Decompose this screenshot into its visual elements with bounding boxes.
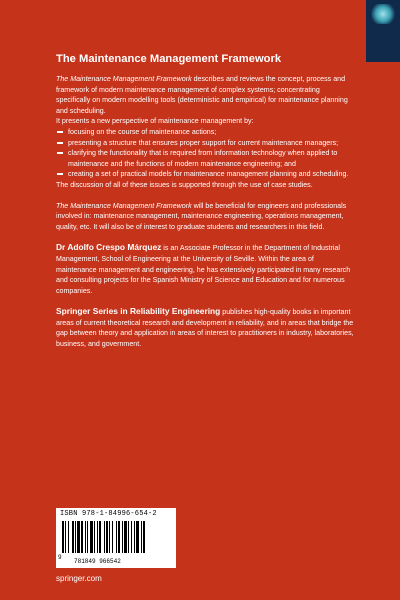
barcode-bar xyxy=(90,521,93,553)
feature-list xyxy=(56,127,356,180)
barcode-bar xyxy=(62,521,64,553)
barcode xyxy=(56,508,176,568)
barcode-bar xyxy=(87,521,88,553)
barcode-bar xyxy=(131,521,132,553)
barcode-digits: 781849 966542 xyxy=(74,558,121,565)
barcode-bar xyxy=(104,521,105,553)
barcode-bar xyxy=(99,521,101,553)
series-name: Springer Series in Reliability Engineering xyxy=(56,306,221,317)
audience-text: will be beneficial for engineers and professionals involved in: maintenance management, maintenance engineering, operations management, quality, etc. It will also be of interest to graduate students and researchers in this field. xyxy=(56,201,347,231)
list-item: presenting a structure that ensures proper support for current maintenance managers; xyxy=(56,138,356,149)
intro-text: describes and reviews the concept, process and framework of modern maintenance management of complex systems; concentrating specifically on modern modelling tools (deterministic and empirical) for maintenance planning and scheduling. xyxy=(56,75,348,115)
perspective-lead: It presents a new perspective of maintenance management by: xyxy=(56,117,254,126)
intro-italic-title: The Maintenance Management Framework xyxy=(56,75,192,83)
series-paragraph xyxy=(56,306,356,349)
intro-paragraph xyxy=(56,74,356,116)
barcode-bar xyxy=(75,521,76,553)
back-cover-text xyxy=(56,52,356,350)
barcode-bar xyxy=(116,521,117,553)
barcode-bar xyxy=(72,521,74,553)
isbn-label: ISBN 978-1-84996-654-2 xyxy=(60,510,157,518)
barcode-bar xyxy=(112,521,113,553)
barcode-bar xyxy=(81,521,83,553)
barcode-lead-digit: 9 xyxy=(58,554,62,561)
barcode-bar xyxy=(65,521,66,553)
barcode-bar xyxy=(106,521,108,553)
barcode-bar xyxy=(136,521,139,553)
spine-graphic xyxy=(370,4,396,24)
barcode-bar xyxy=(143,521,145,553)
barcode-bar xyxy=(128,521,129,553)
barcode-bar xyxy=(118,521,120,553)
barcode-bars xyxy=(60,521,172,555)
barcode-bar xyxy=(97,521,98,553)
barcode-bar xyxy=(94,521,95,553)
book-title: The Maintenance Management Framework xyxy=(56,53,282,65)
barcode-bar xyxy=(109,521,110,553)
list-item: creating a set of practical models for maintenance management planning and scheduling. xyxy=(56,169,356,180)
barcode-bar xyxy=(122,521,123,553)
author-bio: is an Associate Professor in the Department of Industrial Management, School of Engineering at the University of Seville. Within the area of maintenance management and engineering, he has extensively participated in many research and consulting projects for the Spanish Ministry of Science and Education and for numerous companies. xyxy=(56,244,351,295)
author-paragraph xyxy=(56,242,356,296)
discussion-paragraph: The discussion of all of these issues is supported through the use of case studies. xyxy=(56,180,313,189)
barcode-bar xyxy=(141,521,142,553)
series-text: publishes high-quality books in important areas of current theoretical research and development in reliability, and in areas that bridge the gap between theory and application in areas of interest to practitioners in industry, laboratories, business, and government. xyxy=(56,308,354,349)
barcode-bar xyxy=(77,521,80,553)
list-item: clarifying the functionality that is required from information technology when applied to maintenance and the functions of modern maintenance engineering; and xyxy=(56,148,356,169)
audience-paragraph xyxy=(56,201,356,233)
audience-italic-title: The Maintenance Management Framework xyxy=(56,201,192,210)
barcode-bar xyxy=(85,521,86,553)
barcode-bar xyxy=(134,521,135,553)
barcode-bar xyxy=(68,521,69,553)
list-item: focusing on the course of maintenance actions; xyxy=(56,127,356,138)
barcode-bar xyxy=(124,521,127,553)
author-name: Dr Adolfo Crespo Márquez xyxy=(56,242,162,253)
publisher-url: springer.com xyxy=(56,574,102,583)
